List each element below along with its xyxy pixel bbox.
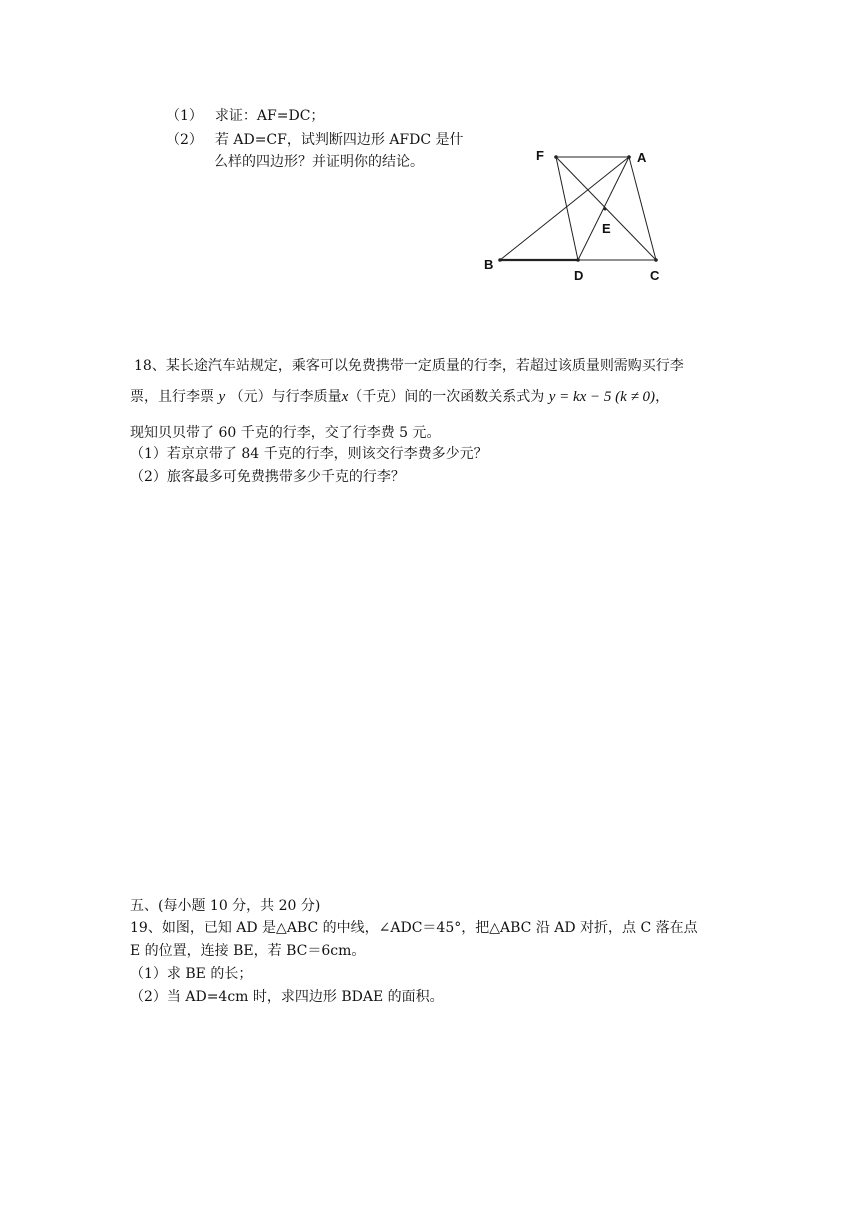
- q18-line2-a: 票，且行李票: [130, 389, 214, 405]
- q17-item1-marker: （1）: [166, 108, 203, 124]
- point-c: [654, 258, 658, 262]
- label-c: C: [650, 268, 660, 283]
- segment-fd: [556, 157, 578, 260]
- q19-sub1: （1）求 BE 的长；: [130, 966, 253, 982]
- label-f: F: [536, 148, 544, 163]
- point-a: [627, 155, 631, 159]
- label-a: A: [637, 150, 647, 165]
- q17-item2-marker: （2）: [166, 132, 203, 148]
- segment-ba: [500, 157, 629, 260]
- section5-heading: 五、(每小题 10 分，共 20 分): [130, 898, 321, 914]
- point-b: [498, 258, 502, 262]
- q18-line2-b: （元）与行李质量: [229, 389, 342, 405]
- q18-var-y: y: [218, 389, 226, 405]
- q17-item2: [166, 130, 464, 150]
- q18-line2-end: ，: [655, 389, 670, 405]
- label-d: D: [574, 268, 584, 283]
- q19-line2: E 的位置，连接 BE，若 BC＝6cm。: [130, 943, 366, 959]
- point-d: [576, 258, 580, 262]
- q19-sub2: （2）当 AD=4cm 时，求四边形 BDAE 的面积。: [130, 989, 444, 1005]
- q18-line2-c: （千克）间的一次函数关系式为: [348, 389, 545, 405]
- q18-line1: 18、某长途汽车站规定，乘客可以免费携带一定质量的行李，若超过该质量则需购买行李: [134, 358, 684, 374]
- segment-ad: [578, 157, 629, 260]
- q18-formula: y = kx − 5 (k ≠ 0): [548, 389, 656, 405]
- q18-line3: 现知贝贝带了 60 千克的行李，交了行李费 5 元。: [130, 425, 441, 441]
- point-e: [604, 208, 607, 211]
- segment-ac: [629, 157, 656, 260]
- q18-var-x: x: [341, 389, 349, 405]
- label-b: B: [484, 257, 494, 272]
- q18-line2: [130, 387, 669, 407]
- q17-item1-text: 求证：AF=DC；: [214, 108, 325, 124]
- q18-sub1: （1）若京京带了 84 千克的行李，则该交行李费多少元？: [130, 446, 488, 462]
- q17-item1: [166, 106, 324, 126]
- q17-geometry-figure: [478, 140, 678, 290]
- q17-item2-line1: 若 AD=CF，试判断四边形 AFDC 是什: [214, 132, 464, 148]
- label-e: E: [602, 221, 611, 236]
- q19-line1: 19、如图，已知 AD 是△ABC 的中线，∠ADC＝45°，把△ABC 沿 AD 对折，点 C 落在点: [130, 920, 698, 936]
- point-f: [554, 155, 558, 159]
- q18-sub2: （2）旅客最多可免费携带多少千克的行李？: [130, 469, 405, 485]
- q17-item2-line2: 么样的四边形？并证明你的结论。: [214, 154, 424, 170]
